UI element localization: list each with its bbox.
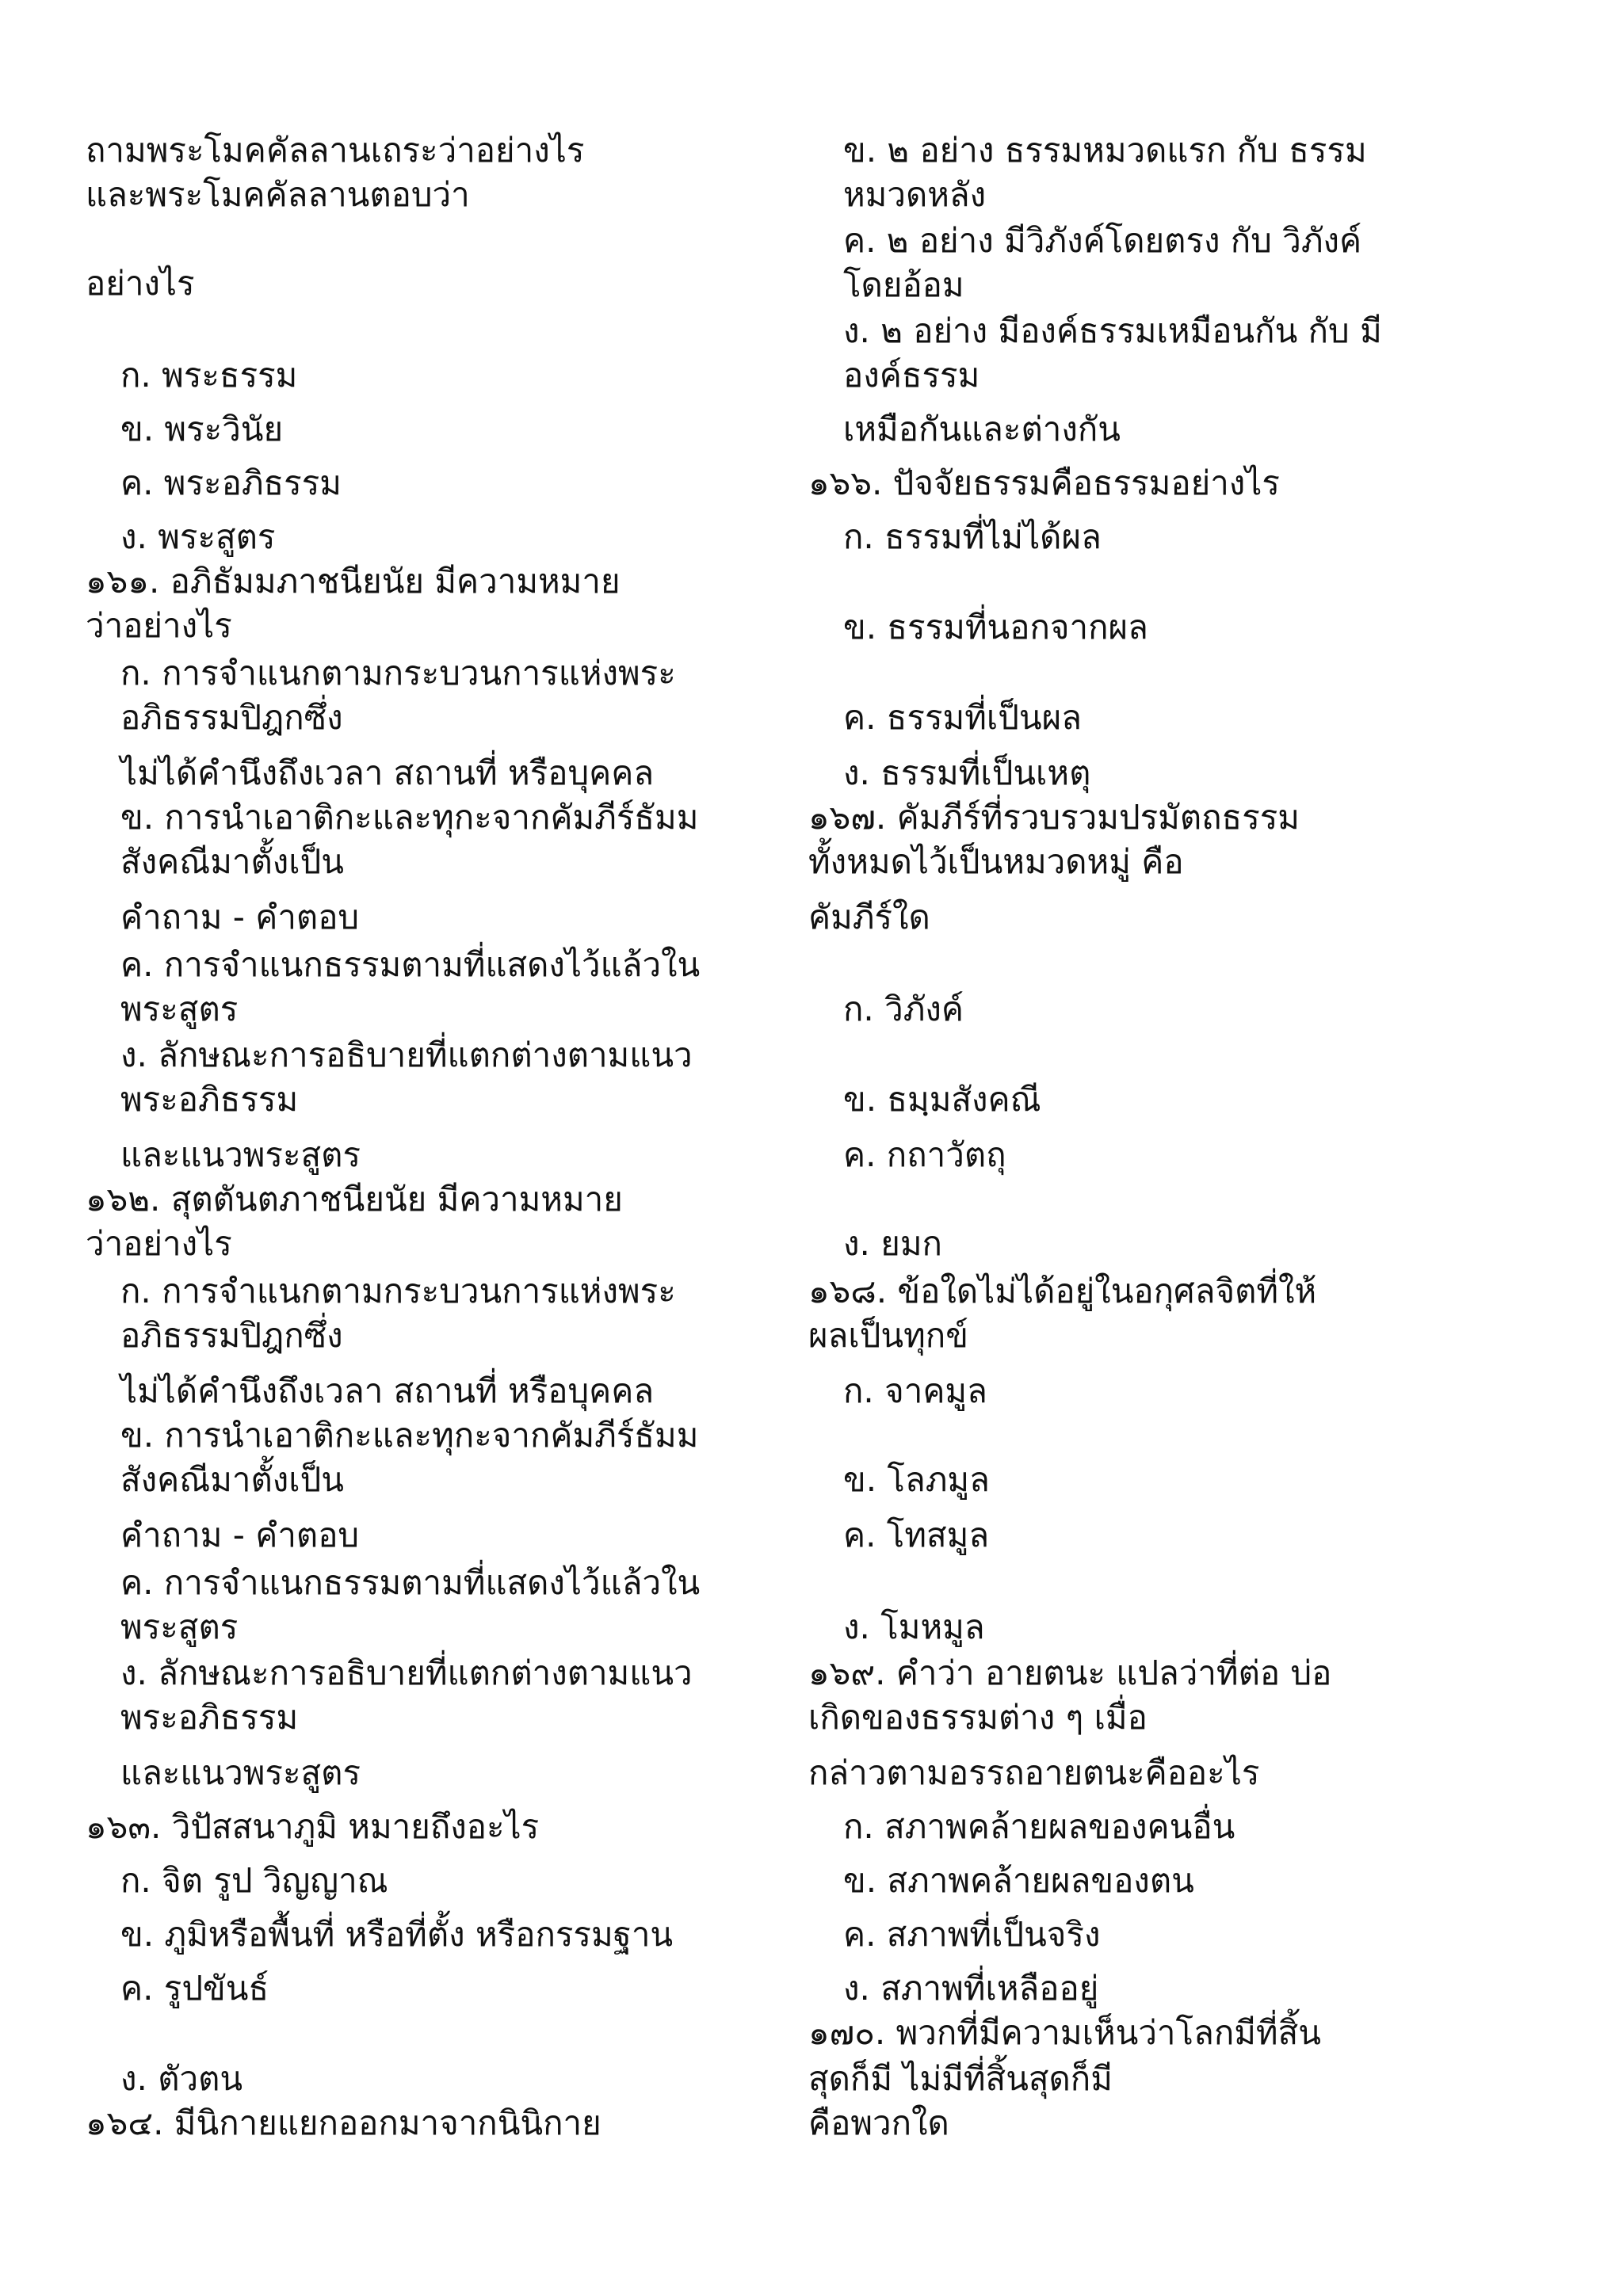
answer-option: อภิธรรมปิฎกซึ่ง — [120, 1316, 343, 1355]
answer-option: ก. การจำแนกตามกระบวนการแห่งพระ — [120, 1272, 676, 1310]
question-text: ๑๖๘. ข้อใดไม่ได้อยู่ในอกุศลจิตที่ให้ — [808, 1272, 1317, 1310]
answer-option: ง. พระสูตร — [120, 517, 276, 556]
answer-option: ง. สภาพที่เหลืออยู่ — [843, 1969, 1099, 2008]
question-text: ๑๖๗. คัมภีร์ที่รวบรวมปรมัตถธรรม — [808, 798, 1300, 837]
question-text: และพระโมคคัลลานตอบว่า — [86, 175, 470, 214]
question-text: ๑๖๖. ปัจจัยธรรมคือธรรมอย่างไร — [808, 463, 1280, 502]
answer-option: ค. ๒ อย่าง มีวิภังค์โดยตรง กับ วิภังค์ — [843, 221, 1362, 260]
question-text: กล่าวตามอรรถอายตนะคืออะไร — [808, 1753, 1260, 1792]
question-text: ทั้งหมดไว้เป็นหมวดหมู่ คือ — [808, 842, 1184, 881]
answer-option: องค์ธรรม — [843, 356, 980, 395]
question-text: ถามพระโมคคัลลานเถระว่าอย่างไร — [86, 131, 585, 170]
answer-option: ข. ภูมิหรือพื้นที่ หรือที่ตั้ง หรือกรรมฐาน — [120, 1915, 674, 1954]
answer-option: ง. ตัวตน — [120, 2059, 243, 2098]
question-text: ผลเป็นทุกข์ — [808, 1316, 968, 1355]
answer-option: ง. ยมก — [843, 1224, 942, 1263]
question-text: คัมภีร์ใด — [808, 898, 930, 936]
answer-option: ค. การจำแนกธรรมตามที่แสดงไว้แล้วใน — [120, 945, 701, 984]
answer-option: ง. โมหมูล — [843, 1608, 985, 1646]
answer-option: หมวดหลัง — [843, 175, 987, 214]
answer-option: ค. โทสมูล — [843, 1516, 990, 1554]
answer-option: ข. ๒ อย่าง ธรรมหมวดแรก กับ ธรรม — [843, 131, 1367, 170]
answer-option: ข. ธรรมที่นอกจากผล — [843, 608, 1148, 646]
answer-option: ข. ธมฺมสังคณี — [843, 1080, 1041, 1119]
question-text: คือพวกใด — [808, 2103, 949, 2142]
answer-option: อภิธรรมปิฎกซึ่ง — [120, 698, 343, 737]
answer-option: ก. ธรรมที่ไม่ได้ผล — [843, 517, 1102, 556]
answer-option: ค. ธรรมที่เป็นผล — [843, 698, 1082, 737]
answer-option: ง. ลักษณะการอธิบายที่แตกต่างตามแนว — [120, 1653, 693, 1692]
question-text: ๑๖๑. อภิธัมมภาชนียนัย มีความหมาย — [86, 562, 621, 601]
answer-option: พระอภิธรรม — [120, 1698, 299, 1737]
answer-option: ก. การจำแนกตามกระบวนการแห่งพระ — [120, 654, 676, 692]
answer-option: โดยอ้อม — [843, 265, 964, 304]
answer-option: คำถาม - คำตอบ — [120, 898, 360, 936]
answer-option: คำถาม - คำตอบ — [120, 1516, 360, 1554]
answer-option: และแนวพระสูตร — [120, 1753, 361, 1792]
answer-option: ค. กถาวัตถุ — [843, 1135, 1006, 1174]
answer-option: ก. สภาพคล้ายผลของคนอื่น — [843, 1807, 1235, 1846]
answer-option: สังคณีมาตั้งเป็น — [120, 1460, 344, 1499]
question-text: ๑๖๙. คำว่า อายตนะ แปลว่าที่ต่อ บ่อ — [808, 1653, 1332, 1692]
answer-option: พระสูตร — [120, 1608, 239, 1646]
answer-option: และแนวพระสูตร — [120, 1135, 361, 1174]
answer-option: ข. การนำเอาติกะและทุกะจากคัมภีร์ธัมม — [120, 1416, 699, 1455]
answer-option: เหมือกันและต่างกัน — [843, 410, 1121, 448]
answer-option: ค. การจำแนกธรรมตามที่แสดงไว้แล้วใน — [120, 1563, 701, 1602]
question-text: สุดก็มี ไม่มีที่สิ้นสุดก็มี — [808, 2059, 1113, 2098]
question-text: อย่างไร — [86, 264, 195, 303]
question-text: ๑๖๒. สุตตันตภาชนียนัย มีความหมาย — [86, 1180, 623, 1219]
answer-option: ง. ลักษณะการอธิบายที่แตกต่างตามแนว — [120, 1035, 693, 1074]
answer-option: ข. การนำเอาติกะและทุกะจากคัมภีร์ธัมม — [120, 798, 699, 837]
answer-option: สังคณีมาตั้งเป็น — [120, 842, 344, 881]
answer-option: พระสูตร — [120, 990, 239, 1028]
answer-option: พระอภิธรรม — [120, 1080, 299, 1119]
question-text: ๑๖๔. มีนิกายแยกออกมาจากนินิกาย — [86, 2103, 601, 2142]
question-text: ว่าอย่างไร — [86, 606, 232, 645]
answer-option: ง. ๒ อย่าง มีองค์ธรรมเหมือนกัน กับ มี — [843, 311, 1382, 350]
question-text: ๑๖๓. วิปัสสนาภูมิ หมายถึงอะไร — [86, 1807, 540, 1846]
question-text: ๑๗๐. พวกที่มีความเห็นว่าโลกมีที่สิ้น — [808, 2013, 1321, 2052]
answer-option: ก. จิต รูป วิญญาณ — [120, 1861, 388, 1900]
answer-option: ไม่ได้คำนึงถึงเวลา สถานที่ หรือบุคคล — [120, 1371, 655, 1410]
answer-option: ก. จาคมูล — [843, 1371, 987, 1410]
answer-option: ไม่ได้คำนึงถึงเวลา สถานที่ หรือบุคคล — [120, 753, 655, 792]
question-text: เกิดของธรรมต่าง ๆ เมื่อ — [808, 1698, 1148, 1737]
answer-option: ค. สภาพที่เป็นจริง — [843, 1915, 1101, 1954]
answer-option: ก. วิภังค์ — [843, 990, 964, 1028]
answer-option: ก. พระธรรม — [120, 356, 298, 395]
answer-option: ค. รูปขันธ์ — [120, 1969, 269, 2008]
question-text: ว่าอย่างไร — [86, 1224, 232, 1263]
answer-option: ค. พระอภิธรรม — [120, 463, 342, 502]
answer-option: ข. สภาพคล้ายผลของตน — [843, 1861, 1194, 1900]
answer-option: ข. โลภมูล — [843, 1460, 990, 1499]
answer-option: ง. ธรรมที่เป็นเหตุ — [843, 753, 1091, 792]
answer-option: ข. พระวินัย — [120, 410, 284, 448]
